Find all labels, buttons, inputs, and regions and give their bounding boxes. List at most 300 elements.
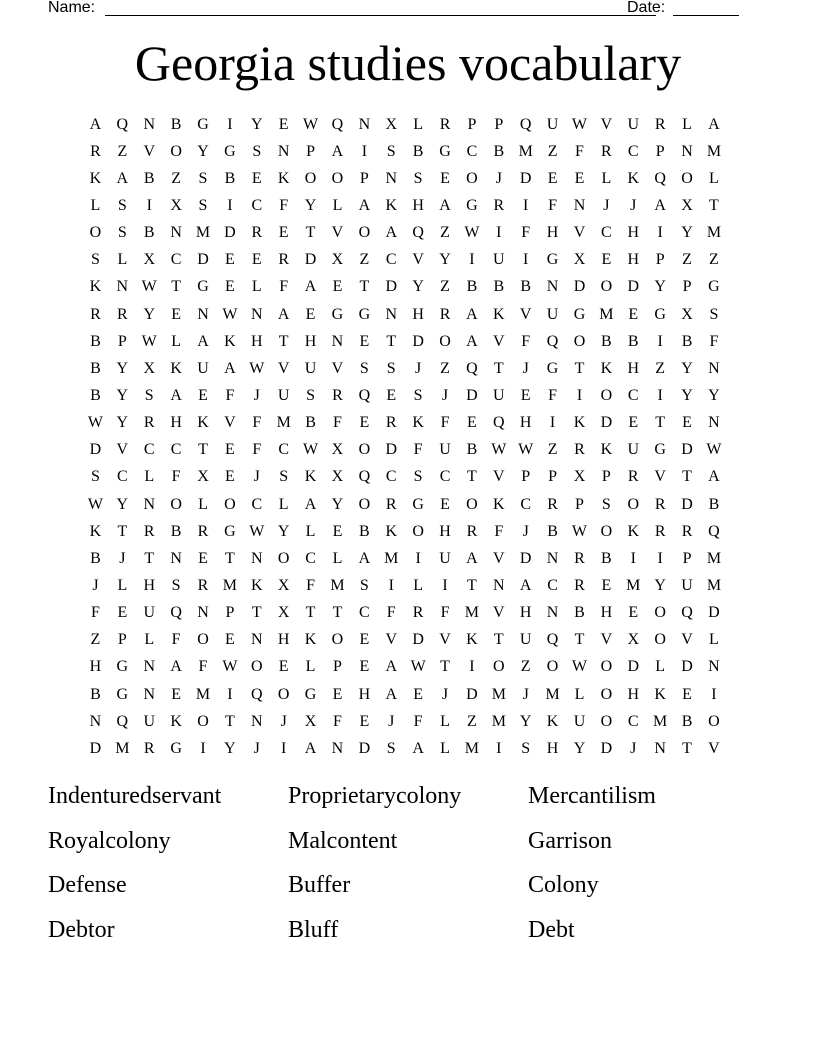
grid-letter[interactable]: M [195,224,211,242]
grid-letter[interactable]: O [224,495,236,513]
grid-letter[interactable]: J [253,739,260,757]
grid-letter[interactable]: O [546,658,559,676]
grid-letter[interactable]: C [305,549,316,567]
grid-letter[interactable]: Y [681,386,693,404]
grid-letter[interactable]: W [464,224,480,242]
grid-letter[interactable]: W [706,441,722,459]
grid-letter[interactable]: W [141,332,157,350]
grid-letter[interactable]: I [630,549,636,567]
name-blank-line[interactable] [105,15,656,16]
grid-letter[interactable]: V [143,142,155,160]
grid-letter[interactable]: S [198,196,208,214]
grid-letter[interactable]: P [655,142,665,160]
grid-letter[interactable]: A [439,196,451,214]
grid-letter[interactable]: Q [493,414,505,432]
grid-letter[interactable]: N [277,142,290,160]
grid-letter[interactable]: T [225,549,235,567]
grid-letter[interactable]: U [493,251,505,269]
grid-letter[interactable]: P [117,332,127,350]
grid-letter[interactable]: U [681,576,693,594]
grid-letter[interactable]: U [573,712,586,730]
grid-letter[interactable]: D [600,739,613,757]
grid-letter[interactable]: E [171,305,181,323]
grid-letter[interactable]: N [116,278,129,296]
grid-letter[interactable]: C [627,712,639,730]
grid-letter[interactable]: H [143,576,155,594]
grid-letter[interactable]: X [681,305,693,323]
grid-letter[interactable]: Q [170,604,182,622]
grid-letter[interactable]: C [547,576,558,594]
grid-letter[interactable]: N [251,549,263,567]
grid-letter[interactable]: O [358,224,371,242]
grid-letter[interactable]: J [119,549,126,567]
grid-letter[interactable]: V [573,224,586,242]
grid-letter[interactable]: F [440,604,450,622]
grid-letter[interactable]: J [522,685,529,703]
grid-letter[interactable]: F [709,332,719,350]
grid-letter[interactable]: A [466,549,478,567]
grid-letter[interactable]: R [439,115,451,133]
grid-letter[interactable]: K [466,631,478,649]
grid-letter[interactable]: N [251,631,263,649]
grid-letter[interactable]: H [519,414,532,432]
grid-letter[interactable]: E [440,169,450,187]
grid-letter[interactable]: W [249,359,265,377]
grid-letter[interactable]: E [440,495,450,513]
grid-letter[interactable]: H [600,604,613,622]
grid-letter[interactable]: I [657,332,663,350]
grid-letter[interactable]: Y [116,495,129,513]
grid-letter[interactable]: I [281,739,287,757]
grid-letter[interactable]: U [277,386,290,404]
grid-letter[interactable]: I [657,224,663,242]
grid-letter[interactable]: A [197,332,209,350]
grid-letter[interactable]: E [359,631,370,649]
grid-letter[interactable]: C [385,251,397,269]
grid-letter[interactable]: Q [519,115,532,133]
grid-letter[interactable]: O [331,631,344,649]
grid-letter[interactable]: Z [440,359,450,377]
grid-letter[interactable]: Q [654,169,666,187]
grid-letter[interactable]: H [627,359,640,377]
grid-letter[interactable]: R [90,142,101,160]
grid-letter[interactable]: X [385,115,398,133]
grid-letter[interactable]: H [627,685,640,703]
grid-letter[interactable]: I [657,549,663,567]
grid-letter[interactable]: I [146,196,152,214]
grid-letter[interactable]: R [466,522,478,540]
grid-letter[interactable]: N [170,224,182,242]
grid-letter[interactable]: L [601,169,612,187]
grid-letter[interactable]: Z [655,359,666,377]
grid-letter[interactable]: B [681,712,693,730]
grid-letter[interactable]: R [681,522,693,540]
grid-letter[interactable]: W [87,414,103,432]
grid-letter[interactable]: X [170,196,182,214]
grid-letter[interactable]: F [171,631,181,649]
grid-letter[interactable]: K [277,169,290,187]
grid-letter[interactable]: A [708,468,720,486]
grid-letter[interactable]: S [413,169,423,187]
grid-letter[interactable]: G [358,305,371,323]
grid-letter[interactable]: E [198,549,208,567]
grid-letter[interactable]: B [143,224,155,242]
grid-letter[interactable]: E [628,305,639,323]
grid-letter[interactable]: R [332,386,343,404]
grid-letter[interactable]: O [358,441,371,459]
grid-letter[interactable]: C [601,224,612,242]
grid-letter[interactable]: E [386,386,397,404]
grid-letter[interactable]: R [117,305,128,323]
grid-letter[interactable]: S [601,495,611,513]
grid-letter[interactable]: C [627,386,639,404]
grid-letter[interactable]: L [413,576,424,594]
grid-letter[interactable]: L [278,495,289,513]
grid-letter[interactable]: H [251,332,263,350]
grid-letter[interactable]: F [521,332,531,350]
grid-letter[interactable]: B [90,549,101,567]
grid-letter[interactable]: A [385,224,398,242]
grid-letter[interactable]: A [89,115,102,133]
grid-letter[interactable]: B [90,386,101,404]
grid-letter[interactable]: B [224,169,236,187]
grid-letter[interactable]: D [304,251,317,269]
grid-letter[interactable]: V [493,604,505,622]
grid-letter[interactable]: S [359,576,369,594]
grid-letter[interactable]: N [385,305,398,323]
grid-letter[interactable]: M [491,712,506,730]
grid-letter[interactable]: N [681,142,693,160]
grid-letter[interactable]: J [441,685,449,703]
grid-letter[interactable]: R [412,604,424,622]
grid-letter[interactable]: F [548,196,558,214]
grid-letter[interactable]: I [200,739,206,757]
grid-letter[interactable]: D [197,251,209,269]
grid-letter[interactable]: V [654,468,666,486]
grid-letter[interactable]: R [197,576,209,594]
grid-letter[interactable]: H [519,604,532,622]
grid-letter[interactable]: G [116,658,129,676]
grid-letter[interactable]: F [252,441,262,459]
grid-letter[interactable]: R [493,196,505,214]
grid-letter[interactable]: U [519,631,532,649]
grid-letter[interactable]: G [466,196,478,214]
grid-letter[interactable]: H [627,251,640,269]
grid-letter[interactable]: K [654,685,666,703]
grid-letter[interactable]: D [681,658,693,676]
grid-letter[interactable]: O [654,604,666,622]
grid-letter[interactable]: R [574,441,585,459]
grid-letter[interactable]: P [225,604,235,622]
grid-letter[interactable]: M [706,224,722,242]
grid-letter[interactable]: G [654,441,666,459]
grid-letter[interactable]: B [574,604,585,622]
grid-letter[interactable]: B [547,522,558,540]
grid-letter[interactable]: J [603,196,610,214]
grid-letter[interactable]: E [574,169,585,187]
grid-letter[interactable]: D [573,278,586,296]
grid-letter[interactable]: N [170,549,182,567]
grid-letter[interactable]: Q [116,115,129,133]
grid-letter[interactable]: B [466,278,478,296]
grid-letter[interactable]: O [466,169,478,187]
grid-letter[interactable]: P [682,549,692,567]
grid-letter[interactable]: O [358,495,371,513]
grid-letter[interactable]: L [413,115,424,133]
grid-letter[interactable]: D [519,169,532,187]
grid-letter[interactable]: E [198,386,208,404]
grid-letter[interactable]: W [303,115,319,133]
grid-letter[interactable]: S [117,224,127,242]
grid-letter[interactable]: T [278,332,289,350]
grid-letter[interactable]: J [280,712,287,730]
grid-letter[interactable]: I [227,115,233,133]
grid-letter[interactable]: I [523,251,529,269]
grid-letter[interactable]: O [600,712,613,730]
grid-letter[interactable]: C [466,142,478,160]
grid-letter[interactable]: N [331,739,344,757]
grid-letter[interactable]: N [493,576,505,594]
grid-letter[interactable]: W [518,441,534,459]
grid-letter[interactable]: E [628,414,639,432]
grid-letter[interactable]: P [682,278,692,296]
grid-letter[interactable]: H [89,658,102,676]
grid-letter[interactable]: L [709,631,719,649]
grid-letter[interactable]: W [303,441,319,459]
grid-letter[interactable]: E [332,522,343,540]
grid-letter[interactable]: O [573,332,586,350]
grid-letter[interactable]: X [681,196,693,214]
grid-letter[interactable]: Z [547,142,558,160]
grid-letter[interactable]: S [117,196,127,214]
grid-letter[interactable]: A [708,115,720,133]
grid-letter[interactable]: L [117,251,128,269]
grid-letter[interactable]: K [600,441,613,459]
grid-letter[interactable]: L [440,739,450,757]
grid-letter[interactable]: T [493,631,504,649]
grid-letter[interactable]: E [225,631,235,649]
grid-letter[interactable]: N [89,712,102,730]
grid-letter[interactable]: L [198,495,208,513]
grid-letter[interactable]: M [195,685,211,703]
grid-letter[interactable]: T [574,359,585,377]
grid-letter[interactable]: V [600,631,613,649]
grid-letter[interactable]: K [170,359,182,377]
grid-letter[interactable]: K [89,278,102,296]
grid-letter[interactable]: J [388,712,395,730]
grid-letter[interactable]: Z [90,631,101,649]
grid-letter[interactable]: Y [251,115,263,133]
grid-letter[interactable]: E [628,604,639,622]
grid-letter[interactable]: T [467,468,477,486]
grid-letter[interactable]: I [496,224,502,242]
grid-letter[interactable]: M [518,142,533,160]
grid-letter[interactable]: Y [573,739,586,757]
grid-letter[interactable]: N [708,359,720,377]
grid-letter[interactable]: R [385,495,397,513]
grid-letter[interactable]: J [253,468,260,486]
grid-letter[interactable]: D [681,441,693,459]
grid-letter[interactable]: O [331,169,344,187]
grid-letter[interactable]: O [600,658,613,676]
grid-letter[interactable]: E [467,414,477,432]
grid-letter[interactable]: K [304,631,317,649]
grid-letter[interactable]: T [467,576,477,594]
grid-letter[interactable]: Y [304,196,317,214]
grid-letter[interactable]: G [412,495,424,513]
grid-letter[interactable]: N [143,495,155,513]
grid-letter[interactable]: O [681,169,693,187]
grid-letter[interactable]: S [279,468,289,486]
grid-letter[interactable]: R [654,495,666,513]
grid-letter[interactable]: Q [546,332,559,350]
grid-letter[interactable]: U [546,305,559,323]
grid-letter[interactable]: P [655,251,665,269]
grid-letter[interactable]: T [332,604,343,622]
grid-letter[interactable]: N [708,414,720,432]
grid-letter[interactable]: Y [116,386,129,404]
grid-letter[interactable]: N [251,712,263,730]
grid-letter[interactable]: N [331,332,344,350]
grid-letter[interactable]: R [251,224,263,242]
grid-letter[interactable]: W [87,495,103,513]
grid-letter[interactable]: Y [412,278,424,296]
grid-letter[interactable]: K [304,468,317,486]
grid-letter[interactable]: R [439,305,451,323]
grid-letter[interactable]: H [304,332,317,350]
grid-letter[interactable]: R [574,549,585,567]
grid-letter[interactable]: N [546,278,559,296]
grid-letter[interactable]: E [171,685,181,703]
grid-letter[interactable]: O [412,522,424,540]
grid-letter[interactable]: C [251,196,263,214]
grid-letter[interactable]: V [277,359,290,377]
grid-letter[interactable]: K [493,305,505,323]
grid-letter[interactable]: W [571,658,588,676]
grid-letter[interactable]: W [249,522,265,540]
grid-letter[interactable]: G [116,685,129,703]
grid-letter[interactable]: E [601,576,612,594]
grid-letter[interactable]: U [439,441,451,459]
grid-letter[interactable]: G [439,142,451,160]
grid-letter[interactable]: B [466,441,478,459]
grid-letter[interactable]: S [144,386,154,404]
grid-letter[interactable]: F [306,576,316,594]
grid-letter[interactable]: M [330,576,345,594]
grid-letter[interactable]: H [627,224,640,242]
grid-letter[interactable]: B [90,332,101,350]
grid-letter[interactable]: Y [224,739,236,757]
grid-letter[interactable]: K [251,576,263,594]
grid-letter[interactable]: S [359,359,369,377]
grid-letter[interactable]: U [143,712,155,730]
grid-letter[interactable]: T [359,278,370,296]
grid-letter[interactable]: M [464,604,480,622]
grid-letter[interactable]: J [415,359,422,377]
grid-letter[interactable]: E [278,658,289,676]
grid-letter[interactable]: E [117,604,128,622]
grid-letter[interactable]: G [197,278,209,296]
grid-letter[interactable]: O [277,549,290,567]
grid-letter[interactable]: R [197,522,209,540]
grid-letter[interactable]: W [222,305,238,323]
grid-letter[interactable]: Y [654,576,666,594]
grid-letter[interactable]: B [493,278,505,296]
grid-letter[interactable]: Y [331,495,344,513]
grid-letter[interactable]: O [600,685,613,703]
grid-letter[interactable]: M [384,549,399,567]
date-blank-line[interactable] [673,15,739,16]
grid-letter[interactable]: S [171,576,181,594]
grid-letter[interactable]: Q [116,712,129,730]
grid-letter[interactable]: F [333,712,342,730]
grid-letter[interactable]: R [547,495,558,513]
grid-letter[interactable]: F [279,278,289,296]
grid-letter[interactable]: L [144,468,155,486]
grid-letter[interactable]: E [251,251,262,269]
grid-letter[interactable]: F [333,414,342,432]
grid-letter[interactable]: V [493,549,505,567]
grid-letter[interactable]: L [440,712,450,730]
grid-letter[interactable]: V [116,441,129,459]
grid-letter[interactable]: G [654,305,666,323]
grid-letter[interactable]: M [626,576,641,594]
grid-letter[interactable]: F [225,386,235,404]
grid-letter[interactable]: U [546,115,559,133]
grid-letter[interactable]: E [225,251,235,269]
grid-letter[interactable]: S [709,305,719,323]
grid-letter[interactable]: D [89,739,102,757]
grid-letter[interactable]: P [117,631,127,649]
grid-letter[interactable]: J [253,386,260,404]
grid-letter[interactable]: I [469,251,475,269]
grid-letter[interactable]: F [413,712,423,730]
grid-letter[interactable]: I [657,386,663,404]
grid-letter[interactable]: N [708,658,720,676]
grid-letter[interactable]: E [547,169,558,187]
grid-letter[interactable]: K [89,169,102,187]
grid-letter[interactable]: S [413,468,423,486]
grid-letter[interactable]: Q [251,685,263,703]
grid-letter[interactable]: S [386,142,396,160]
grid-letter[interactable]: C [170,441,182,459]
grid-letter[interactable]: S [521,739,531,757]
grid-letter[interactable]: I [523,196,529,214]
grid-letter[interactable]: X [331,251,344,269]
grid-letter[interactable]: B [90,359,101,377]
grid-letter[interactable]: H [170,414,182,432]
grid-letter[interactable]: X [331,468,344,486]
grid-letter[interactable]: O [627,495,640,513]
grid-letter[interactable]: F [90,604,100,622]
grid-letter[interactable]: B [170,522,182,540]
grid-letter[interactable]: O [600,278,613,296]
grid-letter[interactable]: O [654,631,666,649]
grid-letter[interactable]: B [412,142,424,160]
grid-letter[interactable]: S [90,468,100,486]
grid-letter[interactable]: N [143,658,155,676]
grid-letter[interactable]: E [359,332,370,350]
grid-letter[interactable]: P [548,468,558,486]
grid-letter[interactable]: K [385,196,398,214]
grid-letter[interactable]: L [90,196,101,214]
grid-letter[interactable]: T [709,196,719,214]
grid-letter[interactable]: G [331,305,344,323]
grid-letter[interactable]: F [440,414,450,432]
grid-letter[interactable]: D [358,739,371,757]
grid-letter[interactable]: Q [708,522,720,540]
grid-letter[interactable]: Z [520,658,531,676]
